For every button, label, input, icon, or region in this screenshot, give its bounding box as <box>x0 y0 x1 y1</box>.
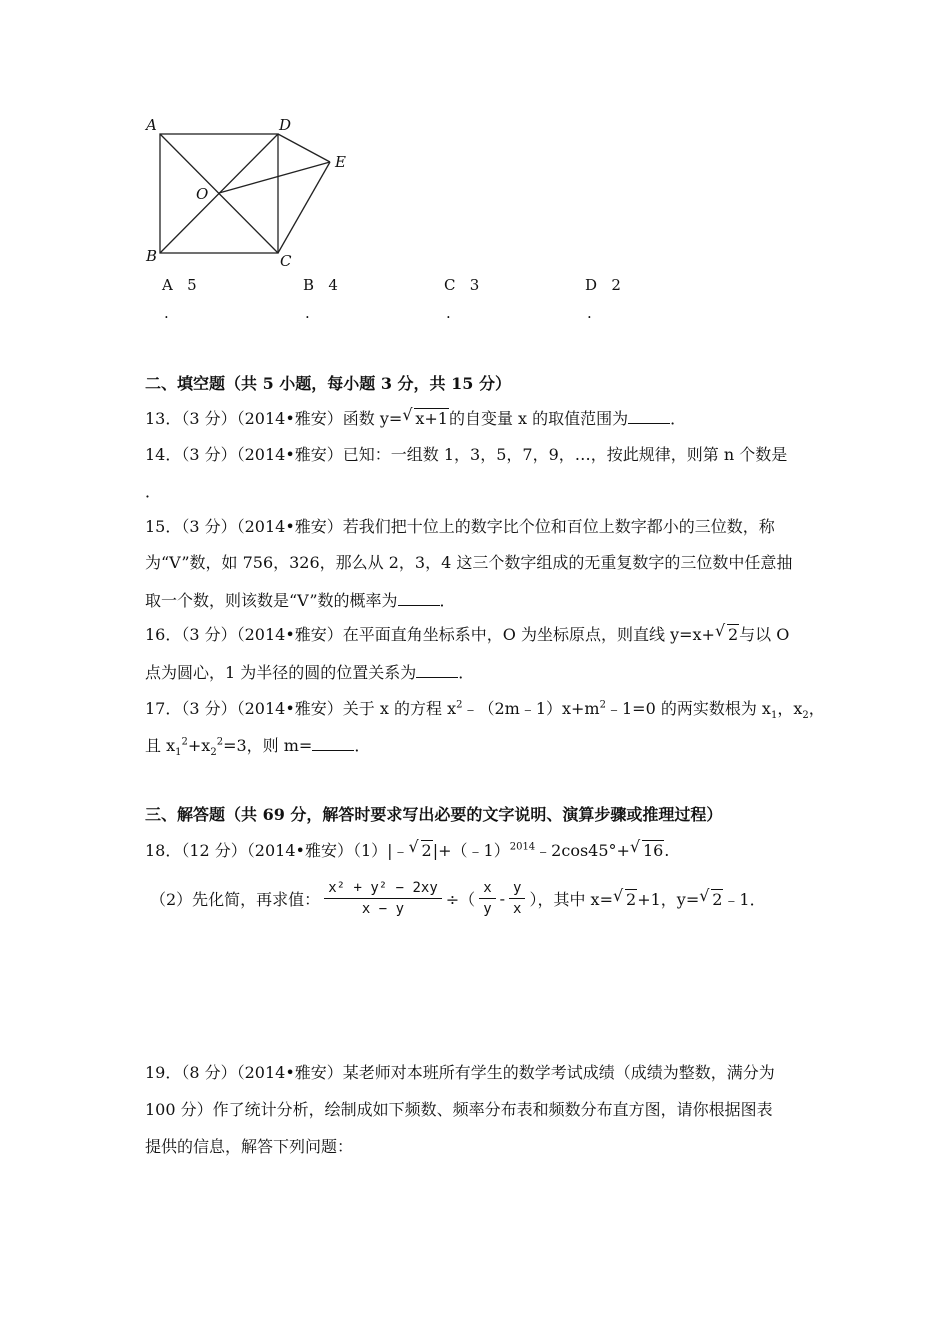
option-b: B 4 <box>303 276 338 294</box>
question-14-line1: 14．（3 分）（2014•雅安）已知：一组数 1，3，5，7，9，…，按此规律，则第 n 个数是 <box>145 445 788 464</box>
fraction-main: $\frac{\text{x² + y² − 2xy}}{x - y}$ <box>324 880 442 917</box>
sqrt-sign: √ 2 <box>408 837 432 860</box>
section2-heading: 二、填空题（共 5 小题，每小题 3 分，共 15 分） <box>145 374 511 393</box>
question-19-line2: 100 分）作了统计分析，绘制成如下频数、频率分布表和频数分布直方图，请你根据图表 <box>145 1100 773 1119</box>
option-d: D 2 <box>585 276 621 294</box>
option-a: A 5 <box>162 276 197 294</box>
question-16-line1: 16．（3 分）（2014•雅安）在平面直角坐标系中，O 为坐标原点，则直线 y=x+ √ 2与以 O <box>145 621 790 644</box>
option-c: C 3 <box>444 276 480 294</box>
option-d-dot: . <box>587 304 592 322</box>
label-b: B <box>146 247 158 265</box>
geometry-figure <box>140 112 370 272</box>
question-18-part1: 18．（12 分）（2014•雅安）（1）|﹣ √ 2|+（﹣1）$^{2014}$﹣2cos45°+ √ 16. <box>145 837 670 860</box>
sqrt-sign: √ 2 <box>613 885 637 909</box>
segment-de <box>278 134 330 162</box>
question-14-line2: ． <box>145 482 162 501</box>
label-a: A <box>146 116 157 134</box>
option-a-dot: . <box>164 304 169 322</box>
sqrt-sign: √ 16 <box>629 837 664 860</box>
question-17-line2: 且 $x_1^2+x_2^2=3$，则 m= ． <box>145 736 371 759</box>
question-18-part2: （2）先化简，再求值： $\frac{\text{x² + y² − 2xy}}{x - y}$ ÷（ $\frac{x}{y}$ - $\frac{y}{x}$ ），其中 x= √ 2 +1，y= √ 2 ﹣1． <box>150 880 766 917</box>
sqrt-sign: √ x+1 <box>402 405 448 428</box>
question-15-line3: 取一个数，则该数是“V”数的概率为 ． <box>145 591 456 610</box>
answer-blank <box>628 409 670 424</box>
answer-blank <box>416 663 458 678</box>
answer-blank <box>398 591 440 606</box>
fraction-y-over-x: $\frac{y}{x}$ <box>509 880 525 917</box>
label-c: C <box>280 252 292 270</box>
label-e: E <box>335 153 346 171</box>
question-16-line2: 点为圆心，1 为半径的圆的位置关系为 ． <box>145 663 475 682</box>
segment-ce <box>278 162 330 253</box>
question-13: 13．（3 分）（2014•雅安）函数 y= √ x+1的自变量 x 的取值范围为 ． <box>145 405 687 428</box>
question-17-line1: 17．（3 分）（2014•雅安）关于 x 的方程 $x^2﹣(2m﹣1)x+m^2﹣1=0$ 的两实数根为 $x_1$，$x_2$， <box>145 699 825 722</box>
label-d: D <box>279 116 292 134</box>
fraction-x-over-y: $\frac{x}{y}$ <box>479 880 495 917</box>
question-19-line1: 19．（8 分）（2014•雅安）某老师对本班所有学生的数学考试成绩（成绩为整数，满分为 <box>145 1063 775 1082</box>
sqrt-sign: √ 2 <box>699 885 723 909</box>
answer-blank <box>312 736 354 751</box>
question-15-line2: 为“V”数，如 756，326，那么从 2，3，4 这三个数字组成的无重复数字的三位数中任意抽 <box>145 553 793 572</box>
label-o: O <box>196 185 209 203</box>
section3-heading: 三、解答题（共 69 分，解答时要求写出必要的文字说明、演算步骤或推理过程） <box>145 805 723 824</box>
question-19-line3: 提供的信息，解答下列问题： <box>145 1137 354 1156</box>
question-15-line1: 15．（3 分）（2014•雅安）若我们把十位上的数字比个位和百位上数字都小的三位数，称 <box>145 517 775 536</box>
sqrt-sign: √ 2 <box>714 621 739 644</box>
option-b-dot: . <box>305 304 310 322</box>
option-c-dot: . <box>446 304 451 322</box>
